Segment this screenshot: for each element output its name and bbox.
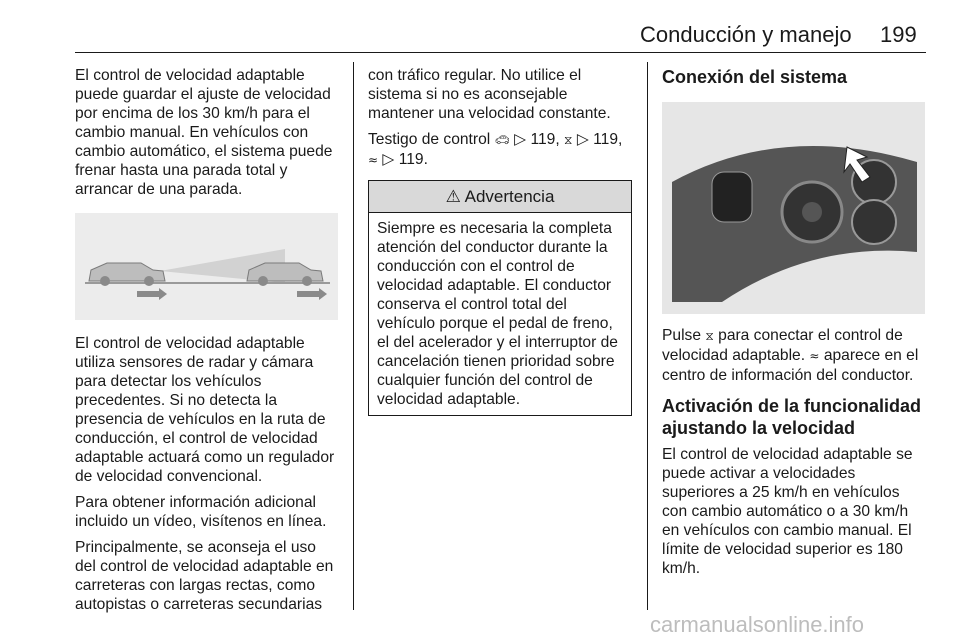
paragraph: con tráfico regular. No utilice el sistema si no es aconsejable mantener una velocidad constante. <box>368 67 611 122</box>
column-divider-1 <box>353 62 354 610</box>
indicator-references: Testigo de control 🚗︎ ▷ 119, ⧖ ▷ 119, ≈ ▷ 119. <box>368 131 623 168</box>
page-header-title: Conducción y manejo <box>640 22 852 47</box>
header-rule <box>75 52 926 53</box>
adaptive-cruise-icon: ≈ <box>809 349 820 363</box>
section-heading: Activación de la funcionalidad ajustando la velocidad <box>662 396 922 438</box>
cruise-control-icon: ⧖ <box>564 133 573 147</box>
ref-arrow-icon: ▷ <box>514 131 527 148</box>
warning-triangle-icon: ⚠ <box>445 187 461 206</box>
steering-wheel-illustration <box>662 102 925 314</box>
paragraph: El control de velocidad adaptable se puede activar a velocidades superiores a 25 km/h en vehículos con cambio automático o a 30 km/h en vehículos con cambio manual. El límite de velocidad superior es 180 km/h. <box>662 446 913 577</box>
section-heading: Conexión del sistema <box>662 67 848 87</box>
car-icon: 🚗︎ <box>494 133 510 147</box>
ref-arrow-icon: ▷ <box>576 131 589 148</box>
ref-arrow-icon: ▷ <box>382 151 395 168</box>
radar-illustration <box>75 213 338 320</box>
watermark: carmanualsonline.info <box>650 612 865 637</box>
column-1 <box>75 66 340 621</box>
column-divider-2 <box>647 62 648 610</box>
paragraph: El control de velocidad adaptable utiliza sensores de radar y cámara para detectar los vehículos precedentes. Si no detecta la presencia de vehículos en la ruta de conducción, el control de velocidad adaptable actuará como un regulador de velocidad convencional. <box>75 335 335 485</box>
warning-header: ⚠ Advertencia <box>369 181 631 213</box>
warning-body: Siempre es necesaria la completa atención del conductor durante la conducción con el control de velocidad adaptable. El conductor conserva el control total del vehículo porque el pedal de freno, el del acelerador y el interruptor de cancelación tienen prioridad sobre cualquier función del control de velocidad adaptable. <box>377 220 618 408</box>
paragraph: Para obtener información adicional incluido un vídeo, visítenos en línea. <box>75 494 327 530</box>
paragraph: El control de velocidad adaptable puede guardar el ajuste de velocidad por encima de los 30 km/h para el cambio manual. En vehículos con cambio automático, el sistema puede frenar hasta una parada total y arrancar de una parada. <box>75 67 333 198</box>
warning-box <box>368 180 632 416</box>
column-2 <box>368 66 632 426</box>
page-number: 199 <box>880 22 917 47</box>
column-3 <box>662 66 927 585</box>
adaptive-cruise-icon: ≈ <box>368 153 379 167</box>
paragraph: Principalmente, se aconseja el uso del control de velocidad adaptable en carreteras con largas rectas, como autopistas o carreteras secundarias <box>75 539 334 613</box>
paragraph: Pulse ⧖ para conectar el control de velocidad adaptable. ≈ aparece en el centro de información del conductor. <box>662 327 919 384</box>
cruise-control-icon: ⧖ <box>705 329 714 343</box>
